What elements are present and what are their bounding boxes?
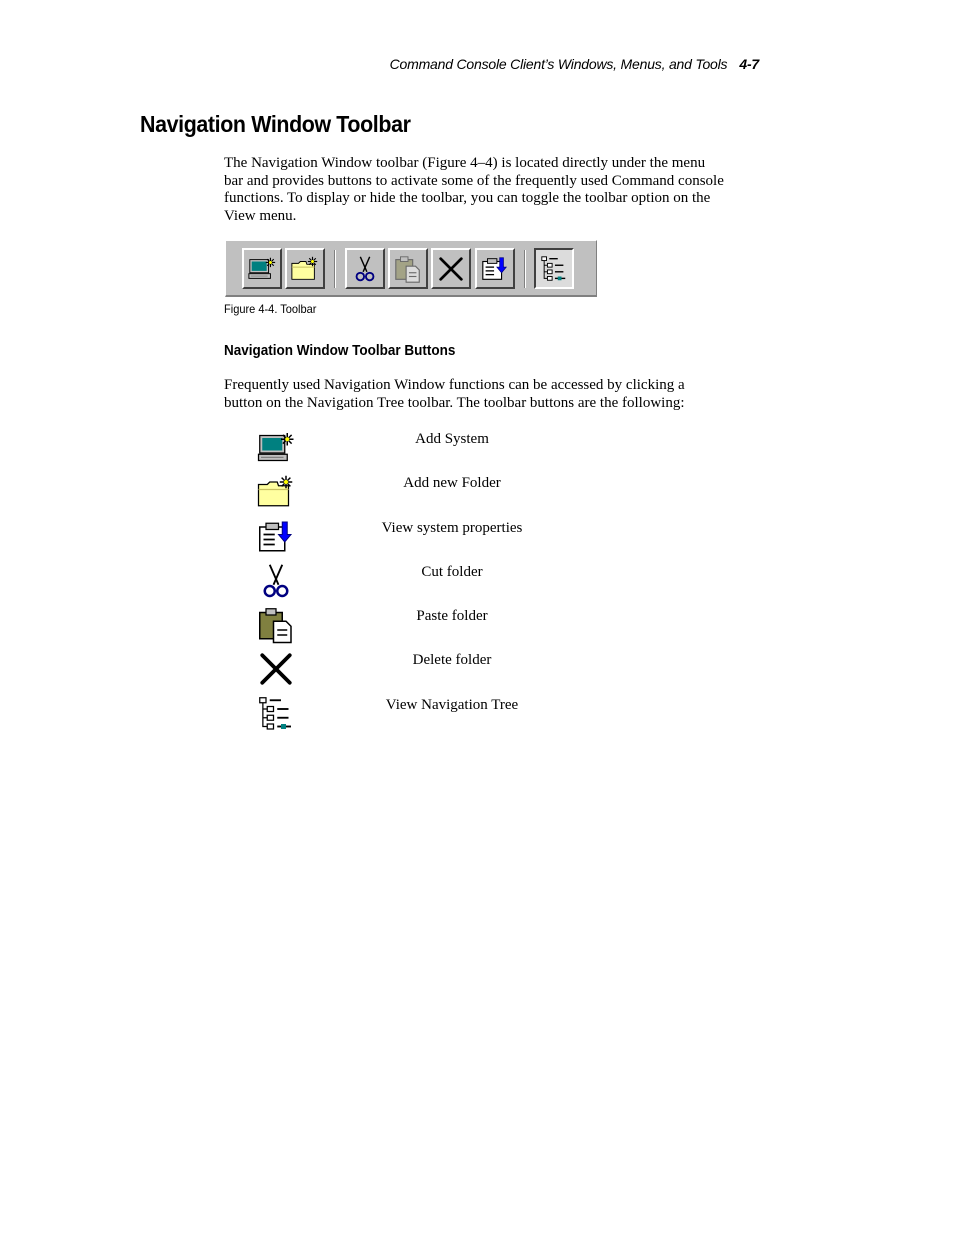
toolbar-figure	[225, 240, 597, 297]
subsection-title: Navigation Window Toolbar Buttons	[224, 342, 456, 359]
list-item	[256, 605, 656, 649]
button-label: Add new Folder	[403, 475, 501, 492]
list-item	[256, 472, 656, 516]
add-system-icon	[247, 254, 277, 284]
toolbar-button-list	[256, 428, 656, 738]
toolbar-separator	[524, 250, 526, 288]
toolbar-paste-button[interactable]	[388, 248, 428, 289]
button-label: Cut folder	[421, 563, 483, 580]
toolbar-delete-button[interactable]	[431, 248, 471, 289]
toolbar-tree-view-button[interactable]	[534, 248, 574, 289]
list-item	[256, 561, 656, 605]
button-label: Delete folder	[412, 652, 492, 669]
button-label: View Navigation Tree	[385, 696, 519, 713]
toolbar-separator	[334, 250, 336, 288]
running-header	[390, 56, 759, 72]
list-item	[256, 649, 656, 693]
button-label: Paste folder	[416, 608, 488, 625]
properties-icon	[480, 254, 510, 284]
add-folder-icon	[290, 254, 320, 284]
running-title: Command Console Client’s Windows, Menus, and Tools	[389, 56, 728, 72]
paste-icon	[256, 605, 296, 645]
list-item	[256, 694, 656, 738]
toolbar-properties-button[interactable]	[475, 248, 515, 289]
section-title: Navigation Window Toolbar	[140, 111, 411, 137]
cut-icon	[256, 561, 296, 601]
cut-icon	[350, 254, 380, 284]
button-label: Add System	[415, 431, 489, 447]
properties-icon	[256, 517, 296, 557]
paste-icon	[393, 254, 423, 284]
add-system-icon	[256, 428, 296, 468]
delete-icon	[256, 649, 296, 689]
section-intro: The Navigation Window toolbar (Figure 4–4) is located directly under the menu bar and provides buttons to activate some of the frequently used Command console functions. To display or hide the toolbar, you can toggle the toolbar option on the View menu.	[224, 155, 724, 224]
page-number: 4-7	[739, 56, 759, 72]
toolbar-add-folder-button[interactable]	[285, 248, 325, 289]
toolbar-cut-button[interactable]	[345, 248, 385, 289]
list-item	[256, 428, 656, 472]
delete-icon	[436, 254, 466, 284]
toolbar-add-system-button[interactable]	[242, 248, 282, 289]
tree-view-icon	[256, 694, 296, 734]
subsection-intro: Frequently used Navigation Window functions can be accessed by clicking a button on the Navigation Tree toolbar. The toolbar buttons are the following:	[224, 377, 685, 411]
add-folder-icon	[256, 472, 296, 512]
list-item	[256, 517, 656, 561]
tree-view-icon	[539, 254, 569, 284]
figure-caption: Figure 4-4. Toolbar	[224, 302, 317, 316]
button-label: View system properties	[381, 519, 523, 536]
